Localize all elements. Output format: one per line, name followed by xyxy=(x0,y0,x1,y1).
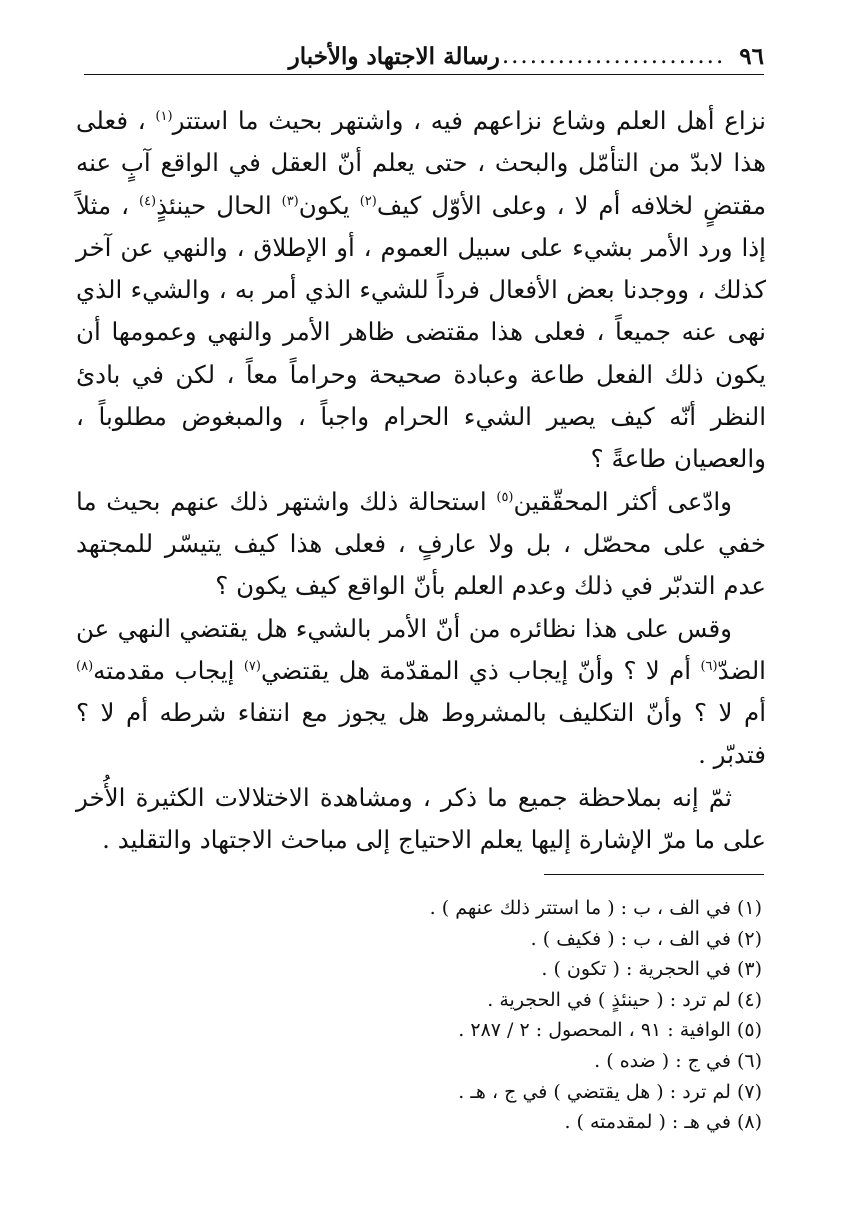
text-run: وادّعى أكثر المحقّقين xyxy=(513,486,732,516)
running-header xyxy=(84,38,764,75)
text-run: الحال حينئذٍ xyxy=(156,190,282,220)
text-run: ، فعلى هذا لابدّ من التأمّل والبحث ، حتى يعلم أنّ العقل في الواقع آبٍ عنه مقتضٍ لخلافه أم لا ، وعلى الأوّل كيف xyxy=(76,106,766,220)
footnote-2: (٢) في الف ، ب : ( فكيف ) . xyxy=(530,927,762,950)
footnote-marker: (١) xyxy=(155,108,173,124)
book-title: رسالة الاجتهاد والأخبار xyxy=(288,42,500,70)
footnote-marker: (٨) xyxy=(76,658,94,674)
header-leader-dots: ........................ xyxy=(501,43,726,69)
footnote-7: (٧) لم ترد : ( هل يقتضي ) في ج ، هـ . xyxy=(458,1080,762,1103)
text-run: يكون xyxy=(298,190,360,220)
text-run: أم لا ؟ وأنّ التكليف بالمشروط هل يجوز مع انتفاء شرطه أم لا ؟ فتدبّر . xyxy=(76,698,766,770)
paragraph xyxy=(76,608,766,777)
footnote-1: (١) في الف ، ب : ( ما استتر ذلك عنهم ) . xyxy=(429,897,762,919)
text-run: استحالة ذلك واشتهر ذلك عنهم بحيث ما خفي على محصّل ، بل ولا عارفٍ ، فعلى هذا كيف يتيسّر للمجتهد عدم التدبّر في ذلك وعدم العلم بأنّ الواقع كيف يكون ؟ xyxy=(76,486,766,601)
paragraph xyxy=(76,100,766,481)
page-number: ٩٦ xyxy=(739,42,764,70)
footnote-8: (٨) في هـ : ( لمقدمته ) . xyxy=(564,1111,762,1134)
text-run: أم لا ؟ وأنّ إيجاب ذي المقدّمة هل يقتضي xyxy=(260,655,701,685)
footnote-5: (٥) الوافية : ٩١ ، المحصول : ٢ / ٢٨٧ . xyxy=(458,1019,762,1042)
footnote-marker: (٤) xyxy=(138,193,157,209)
footnote-6: (٦) في ج : ( ضده ) . xyxy=(594,1049,762,1072)
text-run: ثمّ إنه بملاحظة جميع ما ذكر ، ومشاهدة الاختلالات الكثيرة الأُخر على ما مرّ الإشارة إليها يعلم الاحتياج إلى مباحث الاجتهاد والتقليد . xyxy=(76,782,766,855)
footnote-separator xyxy=(544,874,764,875)
paragraph xyxy=(76,481,766,608)
footnote-marker: (٦) xyxy=(700,658,718,674)
footnote-4: (٤) لم ترد : ( حينئذٍ ) في الحجرية . xyxy=(487,988,762,1011)
text-run: وقس على هذا نظائره من أنّ الأمر بالشيء هل يقتضي النهي عن الضدّ xyxy=(76,613,766,685)
text-run: إيجاب مقدمته xyxy=(93,655,244,685)
footnote-3: (٣) في الحجرية : ( تكون ) . xyxy=(541,958,762,981)
footnote-marker: (٣) xyxy=(281,193,299,209)
paragraph xyxy=(76,777,766,862)
main-text xyxy=(76,100,766,861)
text-run: ، مثلاً إذا ورد الأمر بشيء على سبيل العموم ، أو الإطلاق ، والنهي عن آخر كذلك ، ووجدنا بعض الأفعال فرداً للشيء الذي أمر به ، والشيء الذي نهى عنه جميعاً ، فعلى هذا مقتضى ظاهر الأمر والنهي وعمومها أن يكون ذلك الفعل طاعة وعبادة صحيحة وحراماً معاً ، لكن في بادئ النظر أنّه كيف يصير الشيء الحرام واجباً ، والمبغوض مطلوباً ، والعصيان طاعةً ؟ xyxy=(76,190,766,474)
footnotes xyxy=(76,893,766,1138)
footnote-marker: (٧) xyxy=(243,658,261,674)
text-run: نزاع أهل العلم وشاع نزاعهم فيه ، واشتهر بحيث ما استتر xyxy=(172,106,766,135)
footnote-marker: (٥) xyxy=(496,489,514,505)
footnote-marker: (٢) xyxy=(359,193,377,209)
